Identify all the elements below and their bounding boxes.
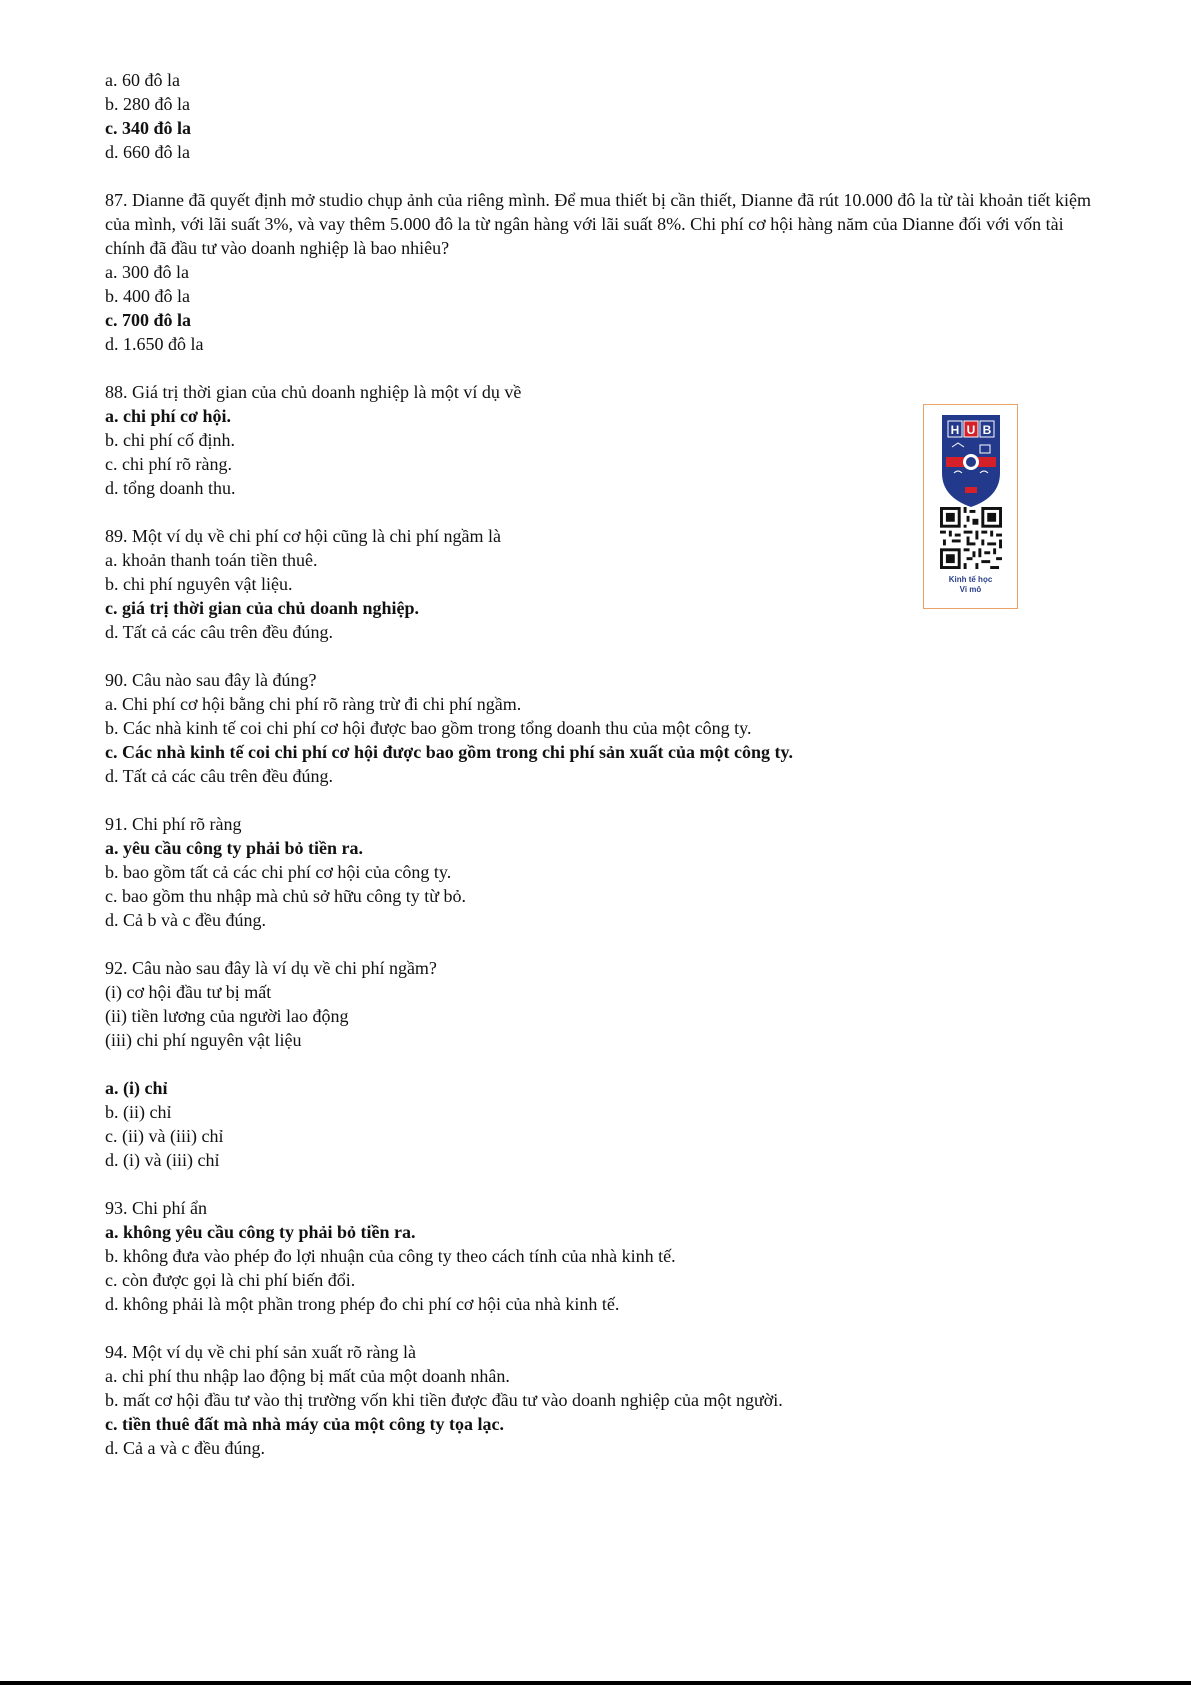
qr-code-icon [940,507,1002,569]
q89-option-b: b. chi phí nguyên vật liệu. [105,574,293,594]
logo-caption [924,575,1017,595]
q86-option-d: d. 660 đô la [105,142,190,162]
question-93-text: 93. Chi phí ẩn [105,1198,207,1218]
q87-option-a: a. 300 đô la [105,262,189,282]
q91-option-c: c. bao gồm thu nhập mà chủ sở hữu công ty từ bỏ. [105,886,466,906]
q92-statement-ii: (ii) tiền lương của người lao động [105,1006,349,1026]
question-93 [105,1196,1105,1316]
q87-option-d: d. 1.650 đô la [105,334,204,354]
q94-option-b: b. mất cơ hội đầu tư vào thị trường vốn khi tiền được đầu tư vào doanh nghiệp của một người. [105,1390,783,1410]
q94-option-c-correct: c. tiền thuê đất mà nhà máy của một công ty tọa lạc. [105,1414,504,1434]
question-90-text: 90. Câu nào sau đây là đúng? [105,670,317,690]
q93-option-d: d. không phải là một phần trong phép đo chi phí cơ hội của nhà kinh tế. [105,1294,620,1314]
question-91 [105,812,1105,932]
logo-caption-line2: Vi mô [959,585,982,594]
q88-option-c: c. chi phí rõ ràng. [105,454,232,474]
q91-option-d: d. Cả b và c đều đúng. [105,910,266,930]
q88-option-a-correct: a. chi phí cơ hội. [105,406,231,426]
q89-option-c-correct: c. giá trị thời gian của chủ doanh nghiệp. [105,598,420,618]
q93-option-b: b. không đưa vào phép đo lợi nhuận của công ty theo cách tính của nhà kinh tế. [105,1246,676,1266]
q92-statement-iii: (iii) chi phí nguyên vật liệu [105,1030,302,1050]
question-87-text: 87. Dianne đã quyết định mở studio chụp ảnh của riêng mình. Để mua thiết bị cần thiết, Dianne đã rút 10.000 đô la từ tài khoản tiết kiệm của mình, với lãi suất 3%, và vay thêm 5.000 đô la từ ngân hàng với lãi suất 8%. Chi phí cơ hội hàng năm của Dianne đối với vốn tài chính đã đầu tư vào doanh nghiệp là bao nhiêu? [105,190,1092,258]
q86-option-a: a. 60 đô la [105,70,180,90]
logo-letter-b: B [982,423,992,437]
question-94-text: 94. Một ví dụ về chi phí sản xuất rõ ràng là [105,1342,416,1362]
q92-option-c: c. (ii) và (iii) chỉ [105,1126,224,1146]
logo-letter-h: H [950,423,960,437]
q89-option-d: d. Tất cả các câu trên đều đúng. [105,622,334,642]
q93-option-c: c. còn được gọi là chi phí biến đổi. [105,1270,356,1290]
q86-option-c-correct: c. 340 đô la [105,118,192,138]
question-92 [105,956,1105,1172]
q87-option-b: b. 400 đô la [105,286,190,306]
q91-option-b: b. bao gồm tất cả các chi phí cơ hội của công ty. [105,862,452,882]
q92-option-b: b. (ii) chỉ [105,1102,172,1122]
question-88-text: 88. Giá trị thời gian của chủ doanh nghiệp là một ví dụ về [105,382,522,402]
q87-option-c-correct: c. 700 đô la [105,310,192,330]
q93-option-a-correct: a. không yêu cầu công ty phải bỏ tiền ra. [105,1222,416,1242]
q88-option-b: b. chi phí cố định. [105,430,235,450]
page-bottom-rule [0,1681,1191,1685]
question-87 [105,188,1105,356]
question-89-text: 89. Một ví dụ về chi phí cơ hội cũng là chi phí ngầm là [105,526,501,546]
question-94 [105,1340,1105,1460]
q92-option-d: d. (i) và (iii) chỉ [105,1150,220,1170]
hub-logo-card[interactable] [923,404,1018,609]
q89-option-a: a. khoản thanh toán tiền thuê. [105,550,318,570]
q90-option-a: a. Chi phí cơ hội bằng chi phí rõ ràng trừ đi chi phí ngầm. [105,694,522,714]
q94-option-a: a. chi phí thu nhập lao động bị mất của một doanh nhân. [105,1366,510,1386]
q92-option-a-correct: a. (i) chỉ [105,1078,168,1098]
logo-letter-u: U [966,423,976,437]
question-86-options [105,68,1105,164]
question-92-text: 92. Câu nào sau đây là ví dụ về chi phí ngầm? [105,958,437,978]
q86-option-b: b. 280 đô la [105,94,190,114]
q91-option-a-correct: a. yêu cầu công ty phải bỏ tiền ra. [105,838,364,858]
question-90 [105,668,1105,788]
q90-option-d: d. Tất cả các câu trên đều đúng. [105,766,334,786]
q94-option-d: d. Cả a và c đều đúng. [105,1438,265,1458]
question-91-text: 91. Chi phí rõ ràng [105,814,242,834]
document-page [105,68,1105,1460]
logo-caption-line1: Kinh tế học [948,575,993,584]
q92-statement-i: (i) cơ hội đầu tư bị mất [105,982,272,1002]
hub-shield-logo-icon [940,413,1002,509]
q90-option-c-correct: c. Các nhà kinh tế coi chi phí cơ hội được bao gồm trong chi phí sản xuất của một công ty. [105,742,793,762]
q88-option-d: d. tổng doanh thu. [105,478,236,498]
q90-option-b: b. Các nhà kinh tế coi chi phí cơ hội được bao gồm trong tổng doanh thu của một công ty. [105,718,752,738]
